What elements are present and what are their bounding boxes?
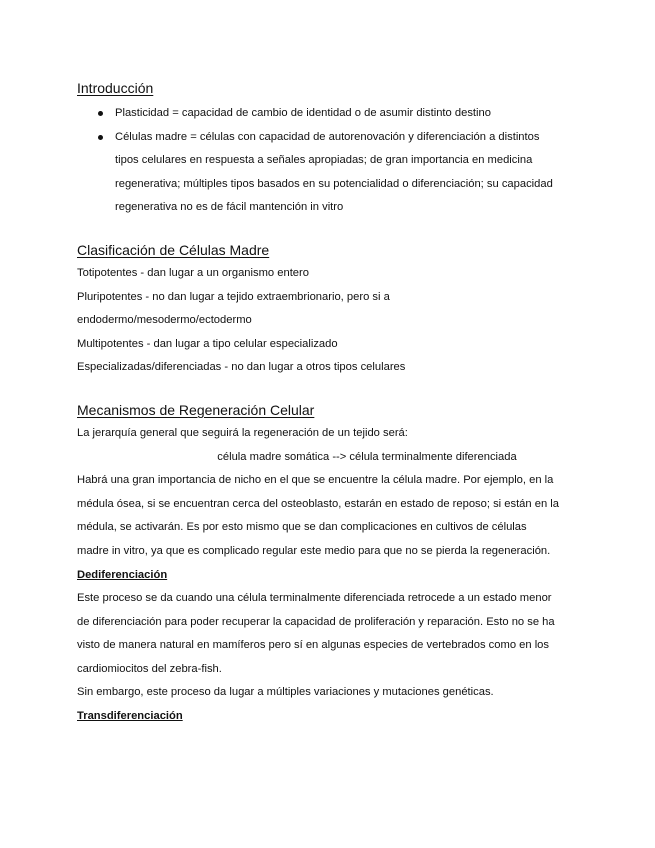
text-line: Habrá una gran importancia de nicho en el que se encuentre la célula madre. Por ejemplo, en la [77, 474, 554, 487]
text-line: Pluripotentes - no dan lugar a tejido extraembrionario, pero si a [77, 290, 390, 303]
text-line: Especializadas/diferenciadas - no dan lugar a otros tipos celulares [77, 361, 406, 374]
text-line: Multipotentes - dan lugar a tipo celular especializado [77, 337, 338, 350]
bullet-icon [98, 111, 103, 116]
bullet-text: tipos celulares en respuesta a señales apropiadas; de gran importancia en medicina [115, 154, 533, 167]
bullet-text: Células madre = células con capacidad de autorenovación y diferenciación a distintos [115, 130, 540, 143]
bullet-icon [98, 135, 103, 140]
text-line: Totipotentes - dan lugar a un organismo entero [77, 266, 309, 279]
bullet-text: Plasticidad = capacidad de cambio de identidad o de asumir distinto destino [115, 107, 491, 119]
text-line: cardiomiocitos del zebra-fish. [77, 662, 222, 675]
section-title-mecanismos: Mecanismos de Regeneración Celular [77, 401, 315, 418]
intro-bullet-list [77, 102, 587, 220]
section-title-introduccion: Introducción [77, 80, 154, 96]
text-line: La jerarquía general que seguirá la regeneración de un tejido será: [77, 426, 408, 439]
bullet-text: regenerativa no es de fácil mantención in vitro [115, 201, 344, 214]
subsection-title-dediferenciacion: Dediferenciación [77, 568, 168, 581]
text-line: Este proceso se da cuando una célula terminalmente diferenciada retrocede a un estado menor [77, 592, 552, 605]
text-line: madre in vitro, ya que es complicado regular este medio para que no se pierda la regeneración. [77, 544, 551, 557]
text-line: médula, se activarán. Es por esto mismo que se dan complicaciones en cultivos de células [77, 521, 527, 534]
list-item [77, 126, 587, 220]
text-line: de diferenciación para poder recuperar la capacidad de proliferación y reparación. Esto no se ha [77, 615, 555, 628]
text-line: Sin embargo, este proceso da lugar a múltiples variaciones y mutaciones genéticas. [77, 686, 494, 699]
document-page [77, 78, 587, 729]
hierarchy-line: célula madre somática --> célula terminalmente diferenciada [217, 450, 517, 463]
section-title-clasificacion: Clasificación de Células Madre [77, 241, 270, 258]
subsection-title-transdiferenciacion: Transdiferenciación [77, 710, 183, 723]
text-line: visto de manera natural en mamíferos pero sí en algunas especies de vertebrados como en los [77, 639, 549, 652]
text-line: médula ósea, si se encuentran cerca del osteoblasto, estarán en estado de reposo; si están en la [77, 497, 559, 510]
list-item [77, 102, 587, 126]
bullet-text: regenerativa; múltiples tipos basados en su potencialidad o diferenciación; su capacidad [115, 177, 553, 190]
text-line: endodermo/mesodermo/ectodermo [77, 314, 252, 327]
